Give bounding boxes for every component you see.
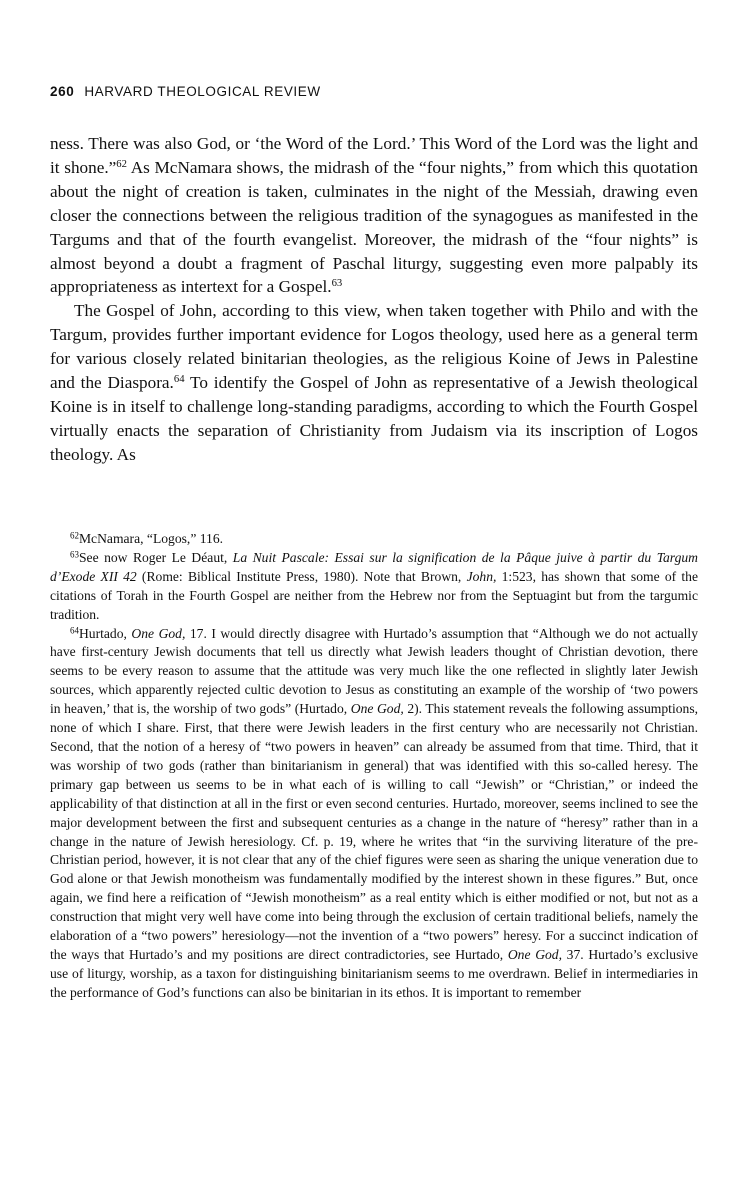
- journal-title: HARVARD THEOLOGICAL REVIEW: [84, 84, 321, 99]
- main-text: [50, 132, 698, 467]
- footnotes: [50, 530, 698, 1003]
- footnote-63-text-b: (Rome: Biblical Institute Press, 1980). Note that Brown,: [136, 568, 467, 584]
- paragraph-2: [50, 299, 698, 466]
- footnote-64-one-god-title-3: One God,: [507, 946, 562, 962]
- footnote-62-text: McNamara, “Logos,” 116.: [78, 531, 224, 546]
- footnote-64-text-d: 37. Hurtado’s exclusive use of liturgy, worship, as a taxon for distinguishing binitarianism seems to me overdrawn. Belief in intermediaries in the performance of God’s functions can also be binitarian in its ethos. It is important to remember: [50, 946, 698, 1000]
- footnote-62-number: 62: [70, 530, 79, 541]
- footnote-63-book-title: La Nuit Pascale: Essai sur la signification de la Pâque juive à partir du Targum d’Exode XII 42: [50, 549, 698, 584]
- footnote-63-text-c: 1:523, has shown that some of the citations of Torah in the Fourth Gospel are neither from the Hebrew nor from the Septuagint but from the targumic tradition.: [50, 568, 698, 622]
- footnote-63-number: 63: [70, 549, 79, 560]
- page-number: 260: [50, 84, 75, 99]
- footnote-64-text-b: 17. I would directly disagree with Hurtado’s assumption that “Although we do not actually have first-century Jewish documents that tell us directly what Jewish leaders thought of Christian devotion, there seems to be every reason to assume that the attitude was very much like the one reflected in slightly later Jewish sources, which apparently rejected cultic devotion to Jesus as constituting an example of the worship of ‘two powers in heaven,’ that is, the worship of two gods” (Hurtado,: [50, 625, 699, 717]
- paragraph-2-text-a: The Gospel of John, according to this view, when taken together with Philo and with the Targum, provides further important evidence for Logos theology, used here as a general term for various closely related binitarian theologies, as the religious Koine of Jews in Palestine and the Diaspora.: [50, 301, 698, 393]
- footnote-63-text-a: See now Roger Le Déaut,: [78, 549, 233, 565]
- paragraph-1: [50, 132, 698, 299]
- footnote-64-number: 64: [70, 625, 79, 636]
- footnote-64-one-god-title-2: One God,: [350, 701, 404, 717]
- footnote-64-one-god-title-1: One God,: [131, 625, 186, 641]
- footnote-64-text-a: Hurtado,: [78, 625, 132, 641]
- paragraph-1-text-b: As McNamara shows, the midrash of the “four nights,” from which this quotation about the night of creation is taken, culminates in the night of the Messiah, drawing even closer the connections between the religious tradition of the synagogues as manifested in the Targums and that of the fourth evangelist. Moreover, the midrash of the “four nights” is almost beyond a doubt a fragment of Paschal liturgy, suggesting even more palpably its appropriateness as intertext for a Gospel.: [50, 157, 699, 297]
- footnote-ref-62[interactable]: 62: [116, 159, 127, 171]
- footnote-64: [50, 625, 698, 1003]
- footnote-ref-63[interactable]: 63: [331, 278, 343, 290]
- footnote-ref-64[interactable]: 64: [173, 374, 185, 386]
- footnote-62: [50, 530, 698, 549]
- paragraph-1-text-a: ness. There was also God, or ‘the Word of the Lord.’ This Word of the Lord was the light and it shone.”: [50, 134, 698, 177]
- running-head: [50, 84, 321, 99]
- footnote-63-john-title: John,: [466, 568, 497, 584]
- footnote-64-text-c: 2). This statement reveals the following assumptions, none of which I share. First, that there were Jewish leaders in the first century who are necessarily not Christian. Second, that the notion of a heresy of “two powers in heaven” can already be assumed from that time. Third, that it was worship of two gods (rather than binitarianism in general) that was identified with this so-called heresy. The primary gap between us seems to be in what each of is willing to call “Jewish” or “Christian,” or indeed the applicability of that distinction at all in the first or even second centuries. Hurtado, moreover, seems inclined to see the major development between the first and subsequent centuries as a change in the nature of “heresy” rather than in a change in the nature of Jewish heresiology. Cf. p. 19, where he writes that “in the surviving literature of the pre-Christian period, however, it is not clear that any of the chief figures were seen as sharing the unique veneration due to God alone or that Jewish monotheism was fundamentally modified by the interest shown in these figures.” But, once again, we find here a reification of “Jewish monotheism” as a real entity which is either modified or not, but not as a construction that might very well have come into being through the exclusion of certain traditional beliefs, namely the elaboration of a “two powers” heresiology—not the invention of a “two powers” heresy. For a succinct indication of the ways that Hurtado’s and my positions are direct contradictories, see Hurtado,: [50, 701, 699, 962]
- footnote-63: [50, 549, 698, 625]
- paragraph-2-text-b: To identify the Gospel of John as representative of a Jewish theological Koine is in itself to challenge long-standing paradigms, according to which the Fourth Gospel virtually enacts the separation of Christianity from Judaism via its inscription of Logos theology. As: [50, 373, 698, 464]
